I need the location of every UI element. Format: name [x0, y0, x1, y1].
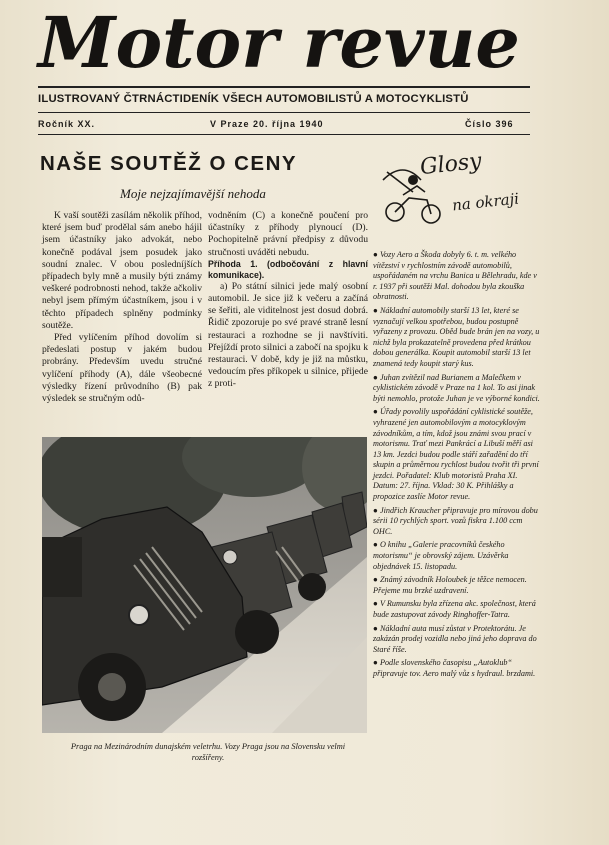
list-item: ● Jindřich Kraucher připravuje pro mírovou dobu sérii 10 rychlých sport. vozů fiskra 1.100 ccm OHC. — [373, 505, 538, 536]
article-paragraph: vodněním (C) a konečně poučení pro účastníky z příhody plynoucí (D). Pochopitelně právní předpisy z důvodu stručnosti uváděti nebudu. — [208, 210, 368, 258]
bullet-icon: ● — [373, 505, 378, 515]
article-photo — [42, 437, 367, 733]
list-item: ● Známý závodník Holoubek je těžce nemocen. Přejeme mu brzké uzdravení. — [373, 575, 527, 595]
article-headline: NAŠE SOUTĚŽ O CENY — [40, 152, 298, 175]
list-item: ● O knihu „Galerie pracovníků českého motorismu“ je obrovský zájem. Uzávěrka objednávek 15. listopadu. — [373, 540, 509, 571]
article-column-2 — [208, 210, 368, 391]
article-paragraph: a) Po státní silnici jede malý osobní automobil. Je sice již k večeru a začíná se šeřiti, ale viditelnost jest dosud dobrá. Řidič zpozoruje po své pravé straně lesní restauraci a rozhodne se ji navštíviti. Přejíždí proto silnici a zabočí na spojku k restauraci. V době, kdy je již na můstku, vedoucím přes příkopek u silnice, přijede z proti- — [208, 280, 368, 390]
glosy-subtitle: na okraji — [451, 189, 520, 215]
glosy-title: Glosy — [418, 148, 483, 181]
bullet-icon: ● — [373, 250, 378, 259]
bullet-icon: ● — [373, 540, 378, 550]
case-title: Příhoda 1. (odbočování z hlavní komunikace). — [208, 258, 368, 280]
masthead-subtitle: ILUSTROVANÝ ČTRNÁCTIDENÍK VŠECH AUTOMOBILISTŮ A MOTOCYKLISTŮ — [38, 93, 469, 105]
bullet-icon: ● — [373, 623, 378, 633]
article-subheadline: Moje nejzajímavější nehoda — [120, 186, 266, 201]
bullet-icon: ● — [373, 575, 378, 585]
list-item: ● Juhan zvítězil nad Burianem a Malečkem v cyklistickém závodě v Praze na 1 kol. To asi jinak býti nemohlo, protože Juhan je ve výborné kondici. — [373, 372, 540, 403]
masthead-rule-bottom — [38, 134, 530, 135]
bullet-icon: ● — [373, 407, 378, 417]
list-item: ● Nákladní automobily starší 13 let, které se vyznačují velkou spotřebou, budou postupně vyřazeny z provozu. Oběd bude brán jen na vozy, u nichž byla prokazatelně provedena před krátkou dobou generálka. Koupit automobil starší 13 let znamená tedy koupit starý kus. — [373, 305, 540, 368]
bullet-icon: ● — [373, 305, 378, 315]
article-column-1 — [42, 210, 202, 405]
bullet-icon: ● — [373, 372, 378, 382]
list-item: ● V Rumunsku byla zřízena akc. společnost, která bude zastupovat závody Ringhoffer-Tatra. — [373, 599, 536, 619]
place-date: V Praze 20. října 1940 — [210, 119, 324, 129]
trucks-photo-illustration — [42, 437, 367, 733]
masthead-rule-middle — [38, 112, 530, 113]
masthead-rule-top — [38, 86, 530, 88]
volume-label: Ročník XX. — [38, 119, 96, 129]
list-item: ● Podle slovenského časopisu „Autoklub“ připravuje tov. Aero malý vůz s hydraul. brzdami. — [373, 658, 536, 678]
list-item: ● Vozy Aero a Škoda dobyly 6. t. m. velkého vítězství v rychlostním závodě automobilů, uspořádaném na vrchu Banica u Bělehradu, kde v r. 1937 při soutěži Mal. dohodou byla zkouška obratnosti. — [373, 250, 537, 302]
bullet-icon: ● — [373, 599, 378, 609]
masthead-title: Motor revue — [38, 1, 520, 84]
list-item: ● Úřady povolily uspořádání cyklistické soutěže, vyhrazené jen automobilovým a motocyklovým závodníkům, a tím, kdož jsou známi svou prací v motorismu. Trať mezi Pankrácí a Libuší měří asi 13 km. Jezdci budou podle stáří zařadění do tří skupin a průměrnou rychlost budou tvořit tři první jezdci. Pořadatel: Klub motoristů Praha XI. Datum: 27. října. Vklad: 30 K. Přihlášky a propozice zaslíe Motor revue. — [373, 407, 539, 502]
glosy-notes — [373, 250, 541, 683]
issue-number: Číslo 396 — [465, 119, 514, 129]
photo-caption: Praga na Mezinárodním dunajském veletrhu. Vozy Praga jsou na Slovensku velmi rozšířeny. — [70, 742, 346, 762]
bullet-icon: ● — [373, 658, 378, 668]
article-paragraph: Před vylíčením příhod dovolím si předeslati postup v jakém budou probrány. Především uvedu stručné vylíčení příhody (A), dále všeobecné výsledky řízení průvodního (B) pak výsledek se stručným odů- — [42, 332, 202, 405]
list-item: ● Nákladní auta musí zůstat v Protektorátu. Je zakázán prodej vozidla nebo jiná jeho doprava do Staré říše. — [373, 623, 537, 654]
article-paragraph: K vaší soutěži zasílám několik příhod, které jsem buď prodělal sám anebo hájil jsem účastníky jako advokát, nebo konečně podával jsem posudek jako soudní znalec. V obou posledníjších případech byly mně a musily býti známy veškeré podrobnosti nehod, takže ačkoliv nebyl jsem přímým účastníkem, jsou i v těchto případech splněny podmínky soutěže. — [42, 210, 202, 331]
